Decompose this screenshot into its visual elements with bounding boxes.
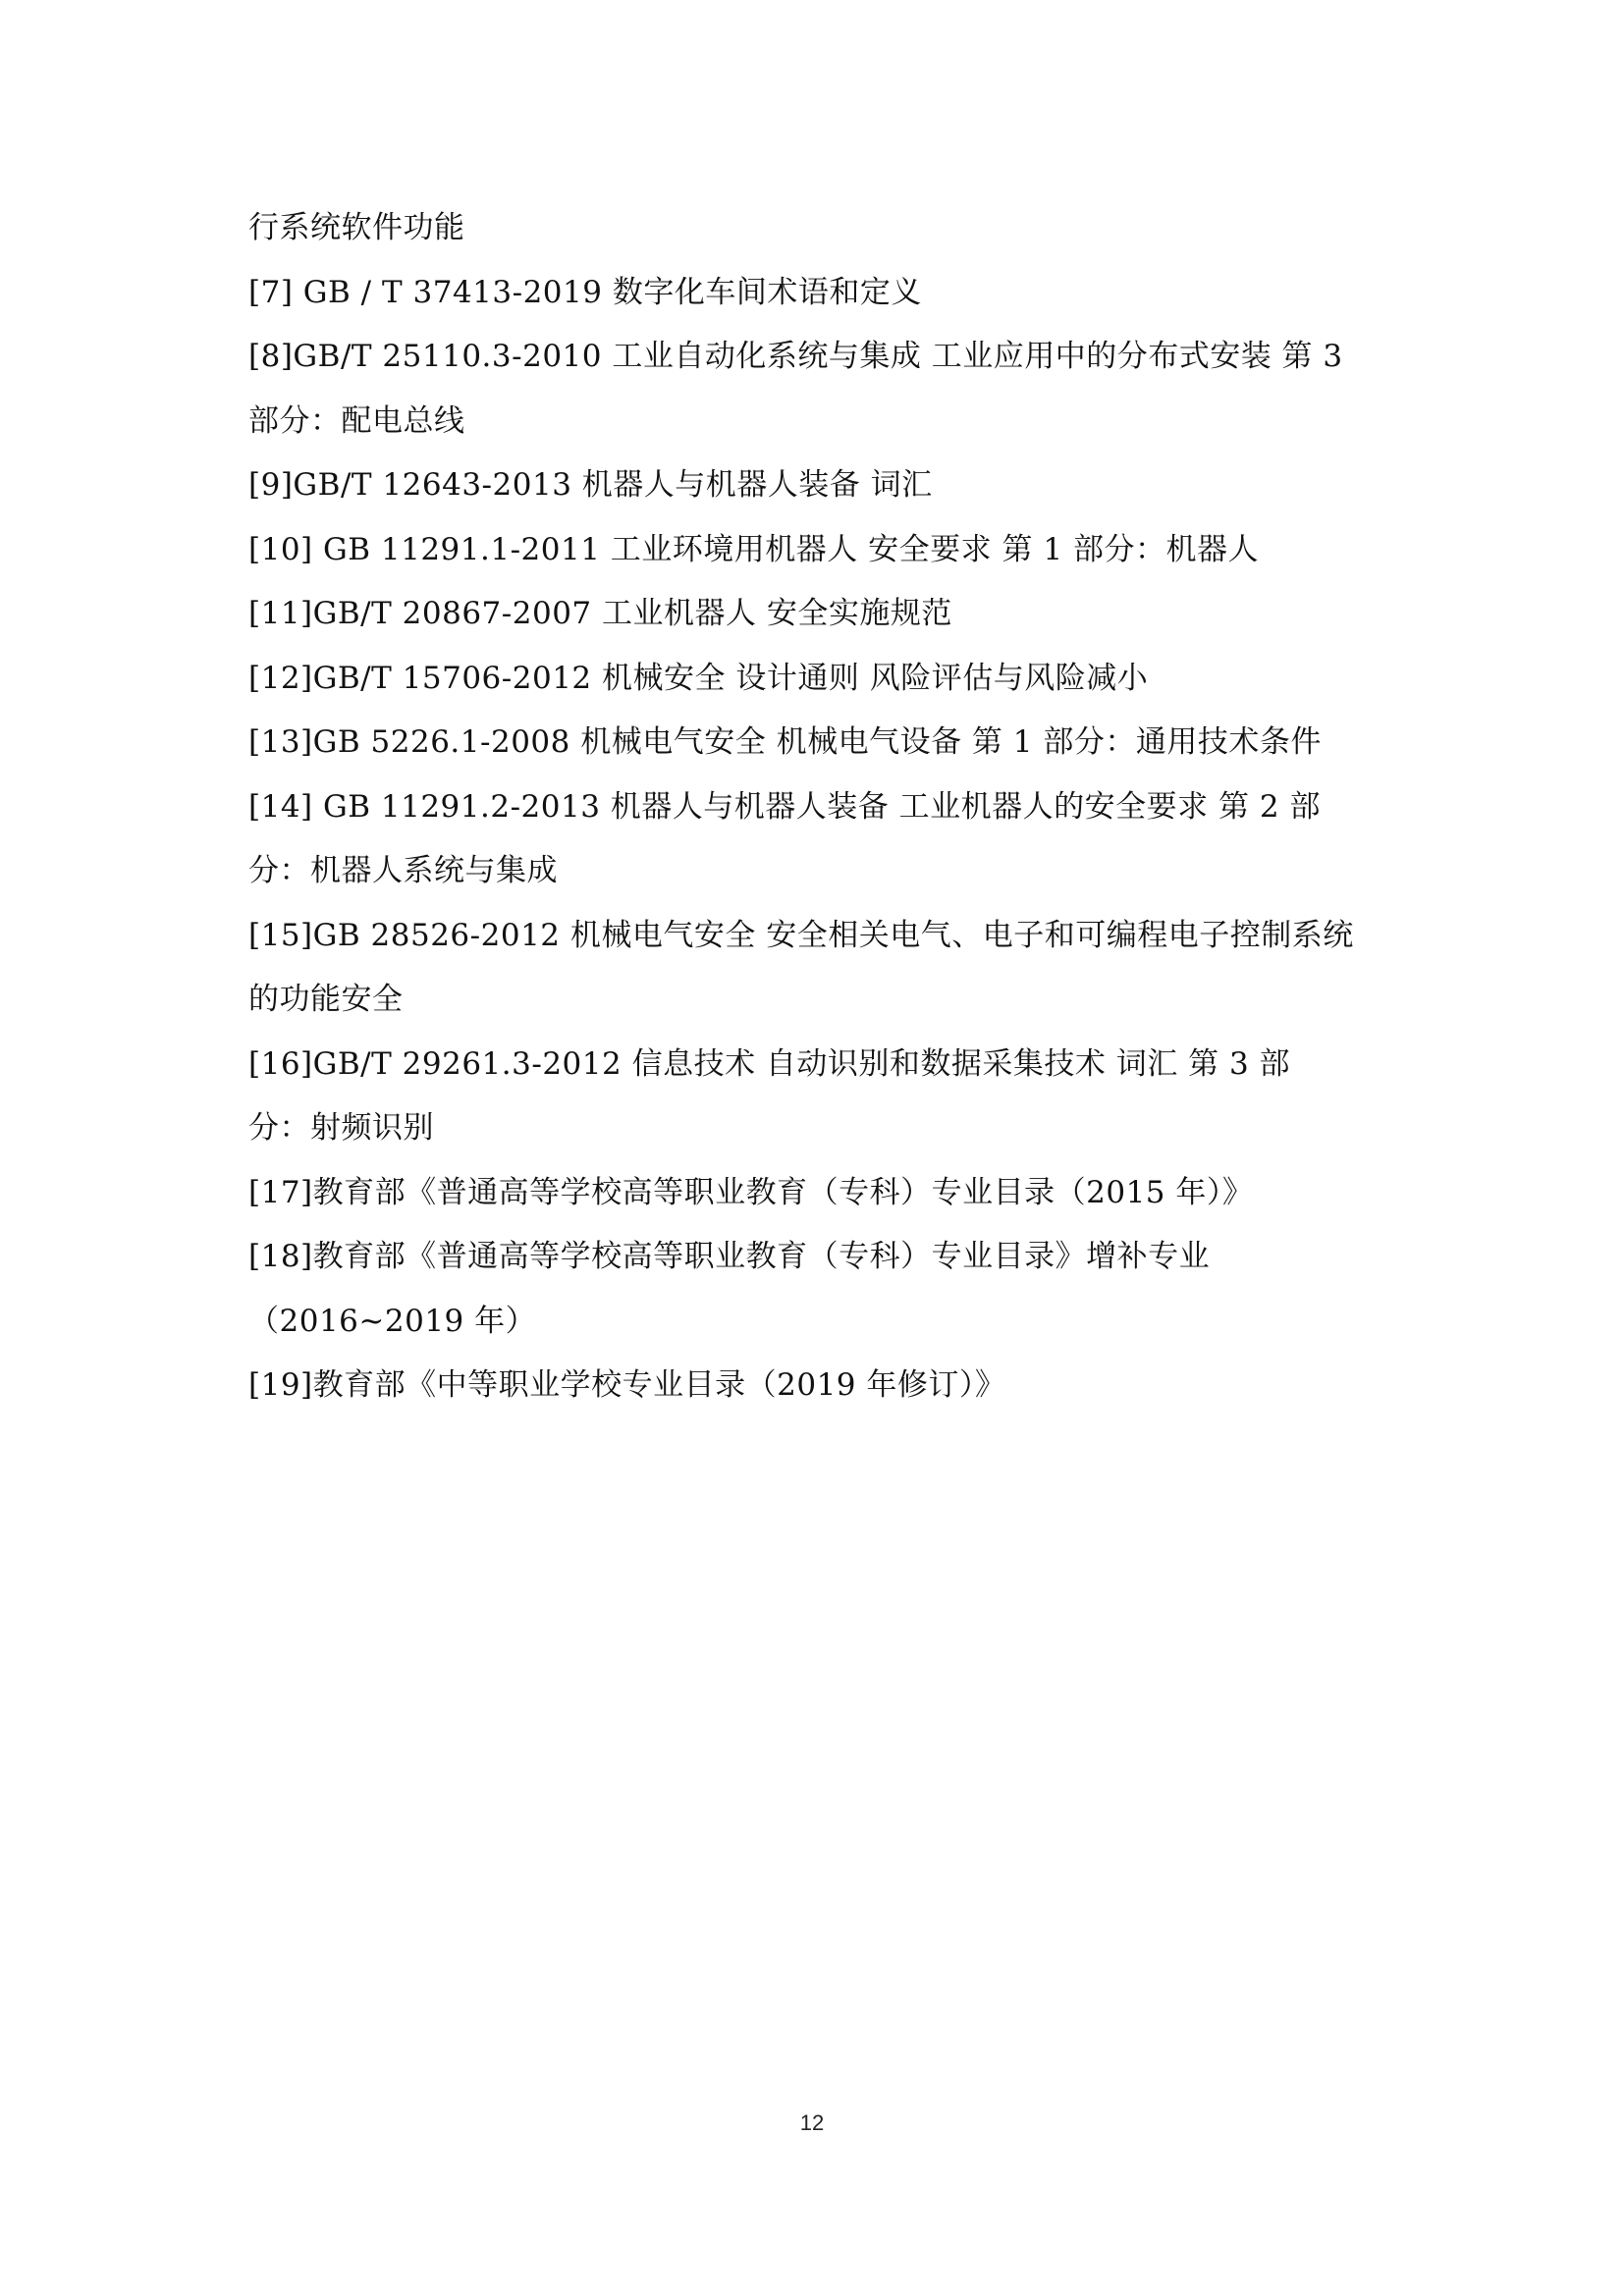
reference-line: 的功能安全 (248, 982, 404, 1017)
reference-line: [16]GB/T 29261.3-2012 信息技术 自动识别和数据采集技术 词汇 第 3 部 (248, 1045, 1291, 1082)
reference-line: [14] GB 11291.2-2013 机器人与机器人装备 工业机器人的安全要求 第 2 部 (248, 788, 1321, 825)
reference-line: （2016~2019 年） (248, 1303, 537, 1339)
reference-line: [19]教育部《中等职业学校专业目录（2019 年修订）》 (248, 1367, 1006, 1403)
reference-line: [9]GB/T 12643-2013 机器人与机器人装备 词汇 (248, 467, 933, 503)
reference-line: [11]GB/T 20867-2007 工业机器人 安全实施规范 (248, 596, 952, 631)
reference-line: 分：射频识别 (248, 1110, 434, 1146)
reference-line: 部分：配电总线 (248, 402, 465, 439)
reference-line: [17]教育部《普通高等学校高等职业教育（专科）专业目录（2015 年）》 (248, 1174, 1254, 1210)
reference-list (248, 196, 1387, 1418)
reference-line: [18]教育部《普通高等学校高等职业教育（专科）专业目录》增补专业 (248, 1239, 1211, 1274)
reference-line: [12]GB/T 15706-2012 机械安全 设计通则 风险评估与风险减小 (248, 660, 1149, 696)
reference-line: 分：机器人系统与集成 (248, 853, 558, 888)
reference-line: [8]GB/T 25110.3-2010 工业自动化系统与集成 工业应用中的分布式安装 第 3 (248, 339, 1343, 374)
page-number: 12 (799, 2110, 825, 2135)
reference-line: [13]GB 5226.1-2008 机械电气安全 机械电气设备 第 1 部分：通用技术条件 (248, 724, 1322, 760)
reference-line: [10] GB 11291.1-2011 工业环境用机器人 安全要求 第 1 部分：机器人 (248, 531, 1259, 567)
reference-line: [7] GB / T 37413-2019 数字化车间术语和定义 (248, 274, 922, 310)
reference-line: 行系统软件功能 (248, 210, 465, 245)
reference-line: [15]GB 28526-2012 机械电气安全 安全相关电气、电子和可编程电子控制系统 (248, 917, 1354, 953)
